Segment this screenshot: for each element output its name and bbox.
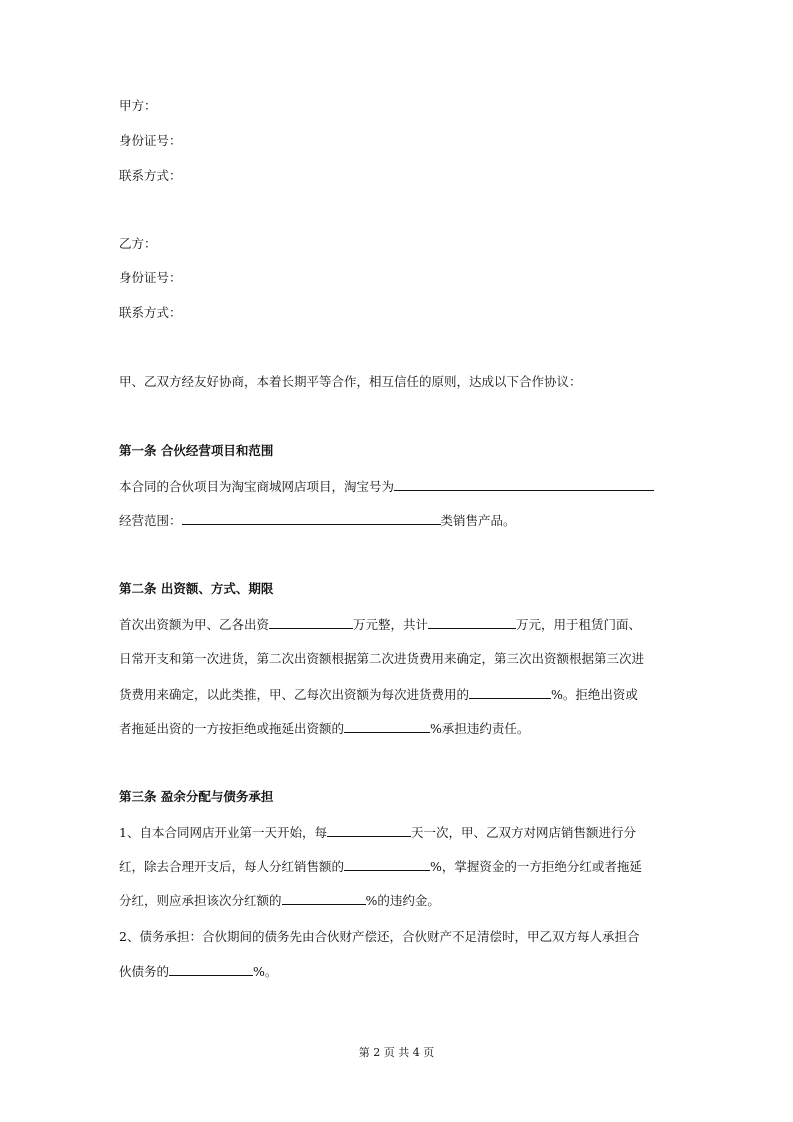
article3-heading: 第三条 盈余分配与债务承担 bbox=[119, 789, 274, 804]
party-a-label: 甲方： bbox=[119, 98, 157, 113]
business-scope-blank[interactable] bbox=[182, 512, 441, 525]
party-b-label: 乙方： bbox=[119, 236, 157, 251]
article3-line3-part2: %的违约金。 bbox=[365, 893, 440, 908]
article2-line1-part3: 万元，用于租赁门面、 bbox=[516, 617, 642, 632]
article2-heading: 第二条 出资额、方式、期限 bbox=[119, 581, 274, 596]
article3-line2-part2: %，掌握资金的一方拒绝分红或者拖延 bbox=[430, 859, 642, 874]
article2-line1 bbox=[119, 616, 641, 633]
dividend-percent-blank[interactable] bbox=[344, 858, 430, 871]
business-scope-label: 经营范围： bbox=[119, 513, 182, 528]
intro-paragraph: 甲、乙双方经友好协商，本着长期平等合作，相互信任的原则，达成以下合作协议： bbox=[119, 374, 582, 389]
article3-line4: 2、债务承担：合伙期间的债务先由合伙财产偿还，合伙财产不足清偿时，甲乙双方每人承担合 bbox=[119, 929, 640, 944]
article2-line2: 日常开支和第一次进货，第二次出资额根据第二次进货费用来确定，第三次出资额根据第三次进 bbox=[119, 651, 645, 666]
breach-percent-blank[interactable] bbox=[344, 720, 430, 733]
article3-line3 bbox=[119, 892, 440, 909]
article1-heading: 第一条 合伙经营项目和范围 bbox=[119, 443, 274, 458]
party-a-contact-label: 联系方式： bbox=[119, 168, 182, 183]
article2-line1-part2: 万元整，共计 bbox=[353, 617, 429, 632]
total-contribution-blank[interactable] bbox=[428, 616, 516, 629]
page-number-footer: 第 2 页 共 4 页 bbox=[358, 1046, 435, 1059]
article2-line4-part2: %承担违约责任。 bbox=[430, 721, 530, 736]
article3-line2-part1: 红，除去合理开支后，每人分红销售额的 bbox=[119, 859, 345, 874]
article3-line3-part1: 分红，则应承担该次分红额的 bbox=[119, 893, 282, 908]
penalty-percent-blank[interactable] bbox=[282, 892, 366, 905]
business-scope-suffix: 类销售产品。 bbox=[440, 513, 516, 528]
dividend-interval-blank[interactable] bbox=[327, 824, 411, 837]
article2-line4 bbox=[119, 720, 529, 737]
article3-line1-part2: 天一次，甲、乙双方对网店销售额进行分 bbox=[410, 825, 636, 840]
article1-line2 bbox=[119, 512, 516, 529]
party-b-contact-label: 联系方式： bbox=[119, 305, 182, 320]
article2-line3-part1: 货费用来确定，以此类推，甲、乙每次出资额为每次进货费用的 bbox=[119, 687, 470, 702]
article3-line2 bbox=[119, 858, 642, 875]
article1-line1-text: 本合同的合伙项目为淘宝商城网店项目，淘宝号为 bbox=[119, 479, 395, 494]
article2-line3-part2: %。拒绝出资或 bbox=[551, 687, 638, 702]
article1-line1 bbox=[119, 478, 654, 495]
debt-share-percent-blank[interactable] bbox=[169, 963, 253, 976]
party-b-id-label: 身份证号： bbox=[119, 270, 182, 285]
party-a-id-label: 身份证号： bbox=[119, 133, 182, 148]
article3-line1 bbox=[119, 824, 636, 841]
article3-line5 bbox=[119, 963, 277, 980]
article3-line5-part2: %。 bbox=[253, 964, 278, 979]
article2-line4-part1: 者拖延出资的一方按拒绝或拖延出资额的 bbox=[119, 721, 345, 736]
article3-line5-part1: 伙债务的 bbox=[119, 964, 170, 979]
initial-contribution-blank[interactable] bbox=[269, 616, 353, 629]
taobao-id-blank[interactable] bbox=[394, 478, 654, 491]
article2-line1-part1: 首次出资额为甲、乙各出资 bbox=[119, 617, 270, 632]
contribution-percent-blank[interactable] bbox=[469, 686, 551, 699]
article3-line1-part1: 1、自本合同网店开业第一天开始，每 bbox=[119, 825, 327, 840]
article2-line3 bbox=[119, 686, 638, 703]
